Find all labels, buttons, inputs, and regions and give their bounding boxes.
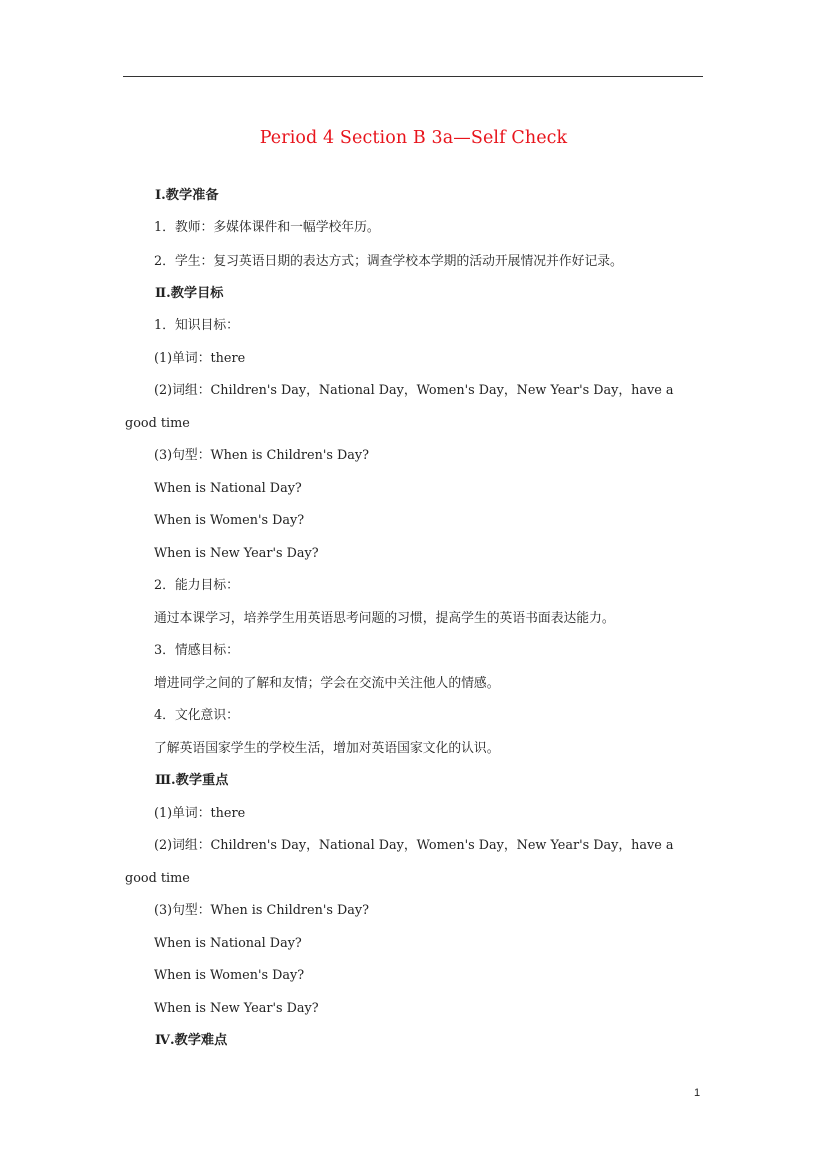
- goals-sentence-4: When is New Year's Day?: [154, 546, 319, 561]
- section-heading-prep: Ⅰ.教学准备: [155, 188, 219, 203]
- goals-word: (1)单词：there: [154, 351, 246, 366]
- section-heading-goals: Ⅱ.教学目标: [155, 286, 224, 301]
- goals-ability-text: 通过本课学习，培养学生用英语思考问题的习惯，提高学生的英语书面表达能力。: [154, 611, 615, 626]
- goals-culture-text: 了解英语国家学生的学校生活，增加对英语国家文化的认识。: [154, 741, 500, 756]
- key-phrases-line1: (2)词组：Children's Day，National Day，Women's Day，New Year's Day，have a: [154, 838, 674, 853]
- goals-ability-label: 2．能力目标：: [154, 578, 239, 593]
- goals-emotion-label: 3．情感目标：: [154, 643, 239, 658]
- goals-sentence-1: (3)句型：When is Children's Day?: [154, 448, 369, 463]
- goals-culture-label: 4．文化意识：: [154, 708, 239, 723]
- key-sentence-3: When is Women's Day?: [154, 968, 305, 983]
- key-sentence-2: When is National Day?: [154, 936, 302, 951]
- page-title: Period 4 Section B 3a—Self Check: [259, 128, 568, 148]
- key-word: (1)单词：there: [154, 806, 246, 821]
- header-rule: [123, 76, 703, 77]
- section-heading-difficulties: Ⅳ.教学难点: [155, 1033, 228, 1048]
- section-heading-key-points: Ⅲ.教学重点: [155, 773, 229, 788]
- goals-sentence-2: When is National Day?: [154, 481, 302, 496]
- prep-item-student: 2．学生：复习英语日期的表达方式；调查学校本学期的活动开展情况并作好记录。: [154, 254, 623, 269]
- key-sentence-4: When is New Year's Day?: [154, 1001, 319, 1016]
- goals-knowledge-label: 1．知识目标：: [154, 318, 239, 333]
- goals-phrases-line2: good time: [125, 416, 190, 431]
- goals-phrases-line1: (2)词组：Children's Day，National Day，Women's Day，New Year's Day，have a: [154, 383, 674, 398]
- key-phrases-line2: good time: [125, 871, 190, 886]
- key-sentence-1: (3)句型：When is Children's Day?: [154, 903, 369, 918]
- goals-emotion-text: 增进同学之间的了解和友情；学会在交流中关注他人的情感。: [154, 676, 500, 691]
- goals-sentence-3: When is Women's Day?: [154, 513, 305, 528]
- prep-item-teacher: 1．教师：多媒体课件和一幅学校年历。: [154, 220, 380, 235]
- page-number: 1: [694, 1087, 701, 1099]
